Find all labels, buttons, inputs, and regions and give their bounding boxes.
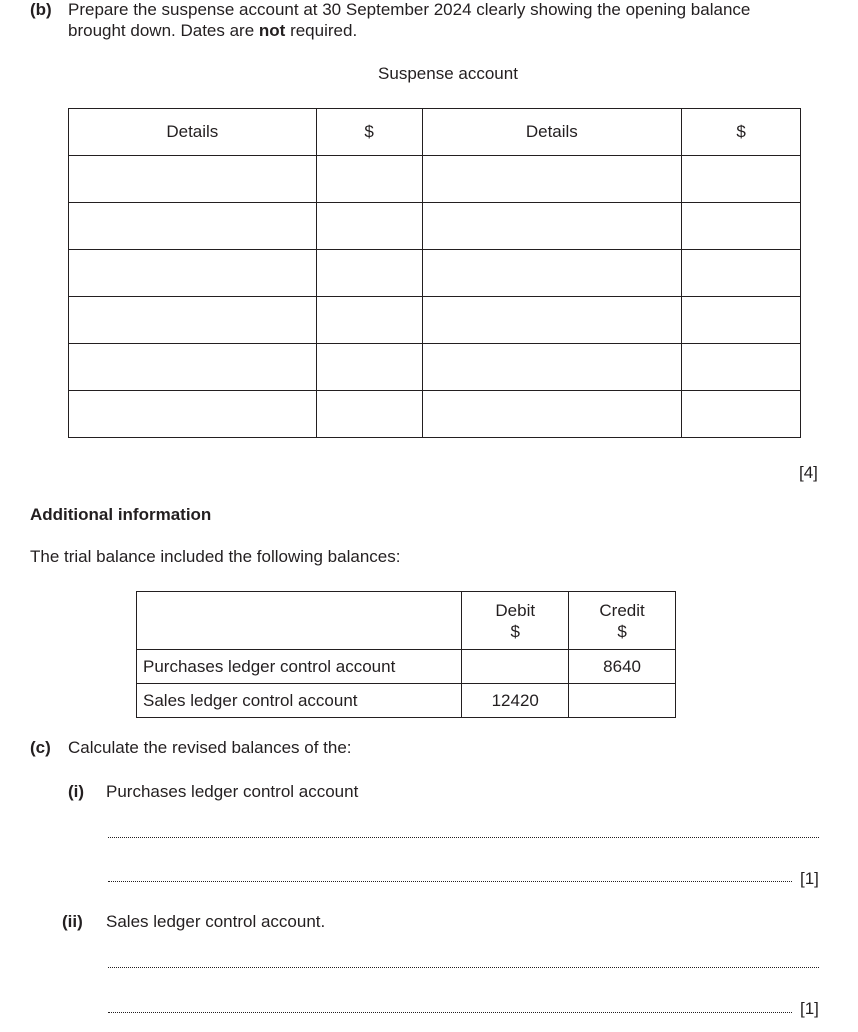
header-credit: Credit $	[569, 592, 676, 650]
answer-cell[interactable]	[422, 297, 682, 344]
answer-line[interactable]	[108, 967, 819, 968]
answer-line[interactable]	[108, 881, 792, 882]
table-row	[69, 297, 801, 344]
part-c-label: (c)	[30, 738, 51, 757]
trial-balance-table	[136, 591, 676, 718]
suspense-account-table	[68, 108, 801, 438]
answer-cell[interactable]	[316, 297, 422, 344]
sub-ii-label: (ii)	[62, 912, 83, 931]
additional-info-heading: Additional information	[30, 505, 212, 524]
header-amount-debit: $	[316, 109, 422, 156]
part-b-label: (b)	[30, 0, 52, 19]
header-details-credit: Details	[422, 109, 682, 156]
answer-cell[interactable]	[69, 344, 317, 391]
answer-cell[interactable]	[316, 391, 422, 438]
marks-c-ii: [1]	[800, 999, 819, 1018]
table-row	[137, 684, 676, 718]
header-details-debit: Details	[69, 109, 317, 156]
debit-value	[462, 650, 569, 684]
sub-ii-text: Sales ledger control account.	[106, 912, 326, 931]
marks-c-i: [1]	[800, 869, 819, 888]
table-row	[137, 650, 676, 684]
credit-value: 8640	[569, 650, 676, 684]
answer-cell[interactable]	[422, 391, 682, 438]
table-row	[69, 250, 801, 297]
answer-cell[interactable]	[69, 297, 317, 344]
table-row	[69, 344, 801, 391]
answer-cell[interactable]	[69, 391, 317, 438]
account-name: Purchases ledger control account	[137, 650, 462, 684]
part-b-instruction-line2: brought down. Dates are not required.	[68, 21, 358, 40]
answer-cell[interactable]	[316, 203, 422, 250]
answer-cell[interactable]	[682, 391, 801, 438]
table-row	[69, 203, 801, 250]
answer-cell[interactable]	[69, 203, 317, 250]
suspense-header-row	[69, 109, 801, 156]
marks-b: [4]	[799, 463, 818, 482]
answer-cell[interactable]	[682, 203, 801, 250]
emphasis-not: not	[258, 21, 286, 40]
table-row	[69, 156, 801, 203]
trial-balance-header-row	[137, 592, 676, 650]
account-title: Suspense account	[378, 64, 518, 83]
answer-line[interactable]	[108, 837, 819, 838]
part-c-instruction: Calculate the revised balances of the:	[68, 738, 352, 757]
answer-cell[interactable]	[422, 156, 682, 203]
account-name: Sales ledger control account	[137, 684, 462, 718]
answer-cell[interactable]	[316, 344, 422, 391]
answer-cell[interactable]	[316, 156, 422, 203]
debit-value: 12420	[462, 684, 569, 718]
answer-line[interactable]	[108, 1012, 792, 1013]
answer-cell[interactable]	[69, 250, 317, 297]
answer-cell[interactable]	[422, 250, 682, 297]
answer-cell[interactable]	[422, 344, 682, 391]
header-blank	[137, 592, 462, 650]
answer-cell[interactable]	[69, 156, 317, 203]
answer-cell[interactable]	[316, 250, 422, 297]
answer-cell[interactable]	[682, 344, 801, 391]
sub-i-text: Purchases ledger control account	[106, 782, 359, 801]
part-b-instruction-line1: Prepare the suspense account at 30 September 2024 clearly showing the opening balance	[68, 0, 751, 19]
trial-balance-intro: The trial balance included the following balances:	[30, 547, 401, 566]
answer-cell[interactable]	[422, 203, 682, 250]
answer-cell[interactable]	[682, 297, 801, 344]
answer-cell[interactable]	[682, 156, 801, 203]
header-amount-credit: $	[682, 109, 801, 156]
header-debit: Debit $	[462, 592, 569, 650]
answer-cell[interactable]	[682, 250, 801, 297]
table-row	[69, 391, 801, 438]
credit-value	[569, 684, 676, 718]
sub-i-label: (i)	[68, 782, 85, 801]
